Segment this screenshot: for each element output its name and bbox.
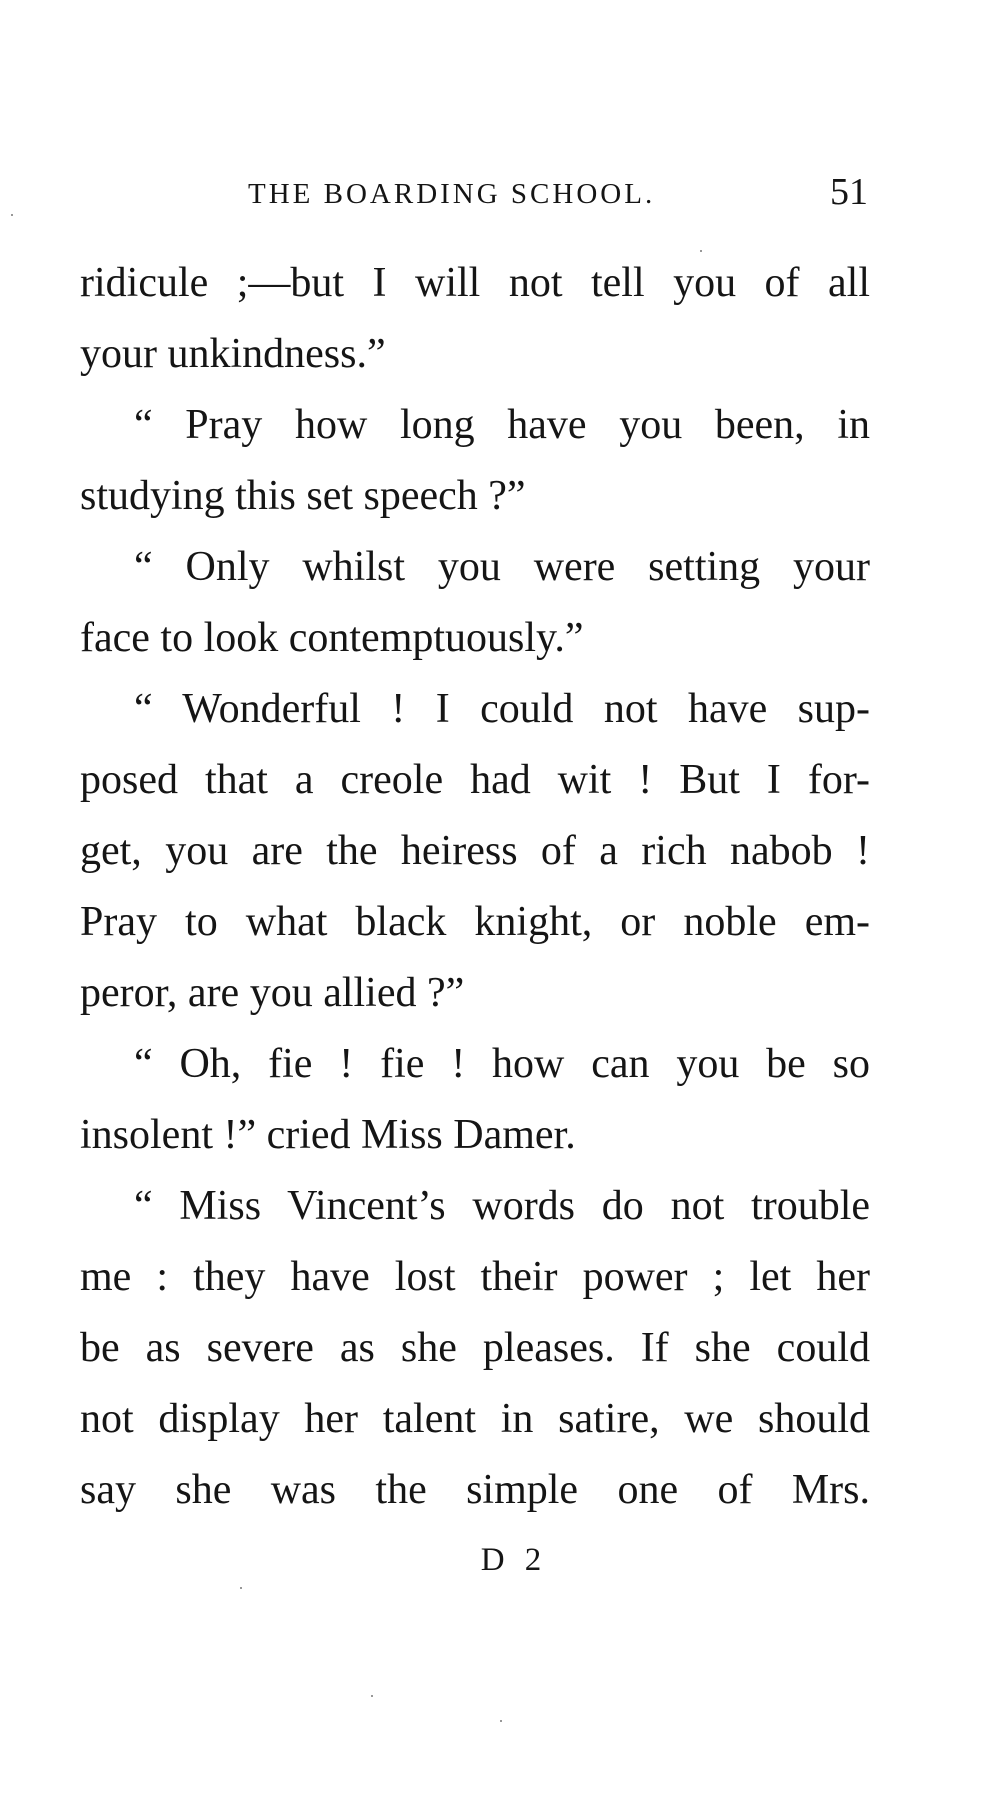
paper-speck — [500, 1720, 502, 1722]
text-line: studying this set speech ?” — [80, 473, 526, 519]
text-line: peror, are you allied ?” — [80, 970, 465, 1016]
text-line: ridicule ;—but I will not tell you of all — [80, 260, 870, 306]
text-line: me : they have lost their power ; let her — [80, 1254, 870, 1300]
page-number: 51 — [830, 171, 868, 213]
text-line: “ Only whilst you were setting your — [134, 544, 870, 590]
paper-speck — [240, 1587, 242, 1589]
text-line: not display her talent in satire, we should — [80, 1396, 870, 1442]
text-line: get, you are the heiress of a rich nabob ! — [80, 828, 870, 874]
running-head — [248, 171, 868, 214]
paper-speck — [11, 214, 13, 216]
text-line: your unkindness.” — [80, 331, 386, 377]
text-line: “ Oh, fie ! fie ! how can you be so — [134, 1041, 870, 1087]
running-title: THE BOARDING SCHOOL. — [248, 178, 656, 210]
paper-speck — [371, 1695, 373, 1697]
signature-mark: D 2 — [480, 1542, 548, 1578]
body-text — [80, 248, 870, 1526]
text-line: “ Pray how long have you been, in — [134, 402, 870, 448]
text-line: be as severe as she pleases. If she could — [80, 1325, 870, 1371]
paper-speck — [700, 250, 702, 252]
text-line: face to look contemptuously.” — [80, 615, 584, 661]
text-line: say she was the simple one of Mrs. — [80, 1467, 870, 1513]
text-line: insolent !” cried Miss Damer. — [80, 1112, 576, 1158]
text-line: posed that a creole had wit ! But I for- — [80, 757, 870, 803]
text-line: “ Miss Vincent’s words do not trouble — [134, 1183, 870, 1229]
text-line: “ Wonderful ! I could not have sup- — [134, 686, 870, 732]
text-line: Pray to what black knight, or noble em- — [80, 899, 870, 945]
